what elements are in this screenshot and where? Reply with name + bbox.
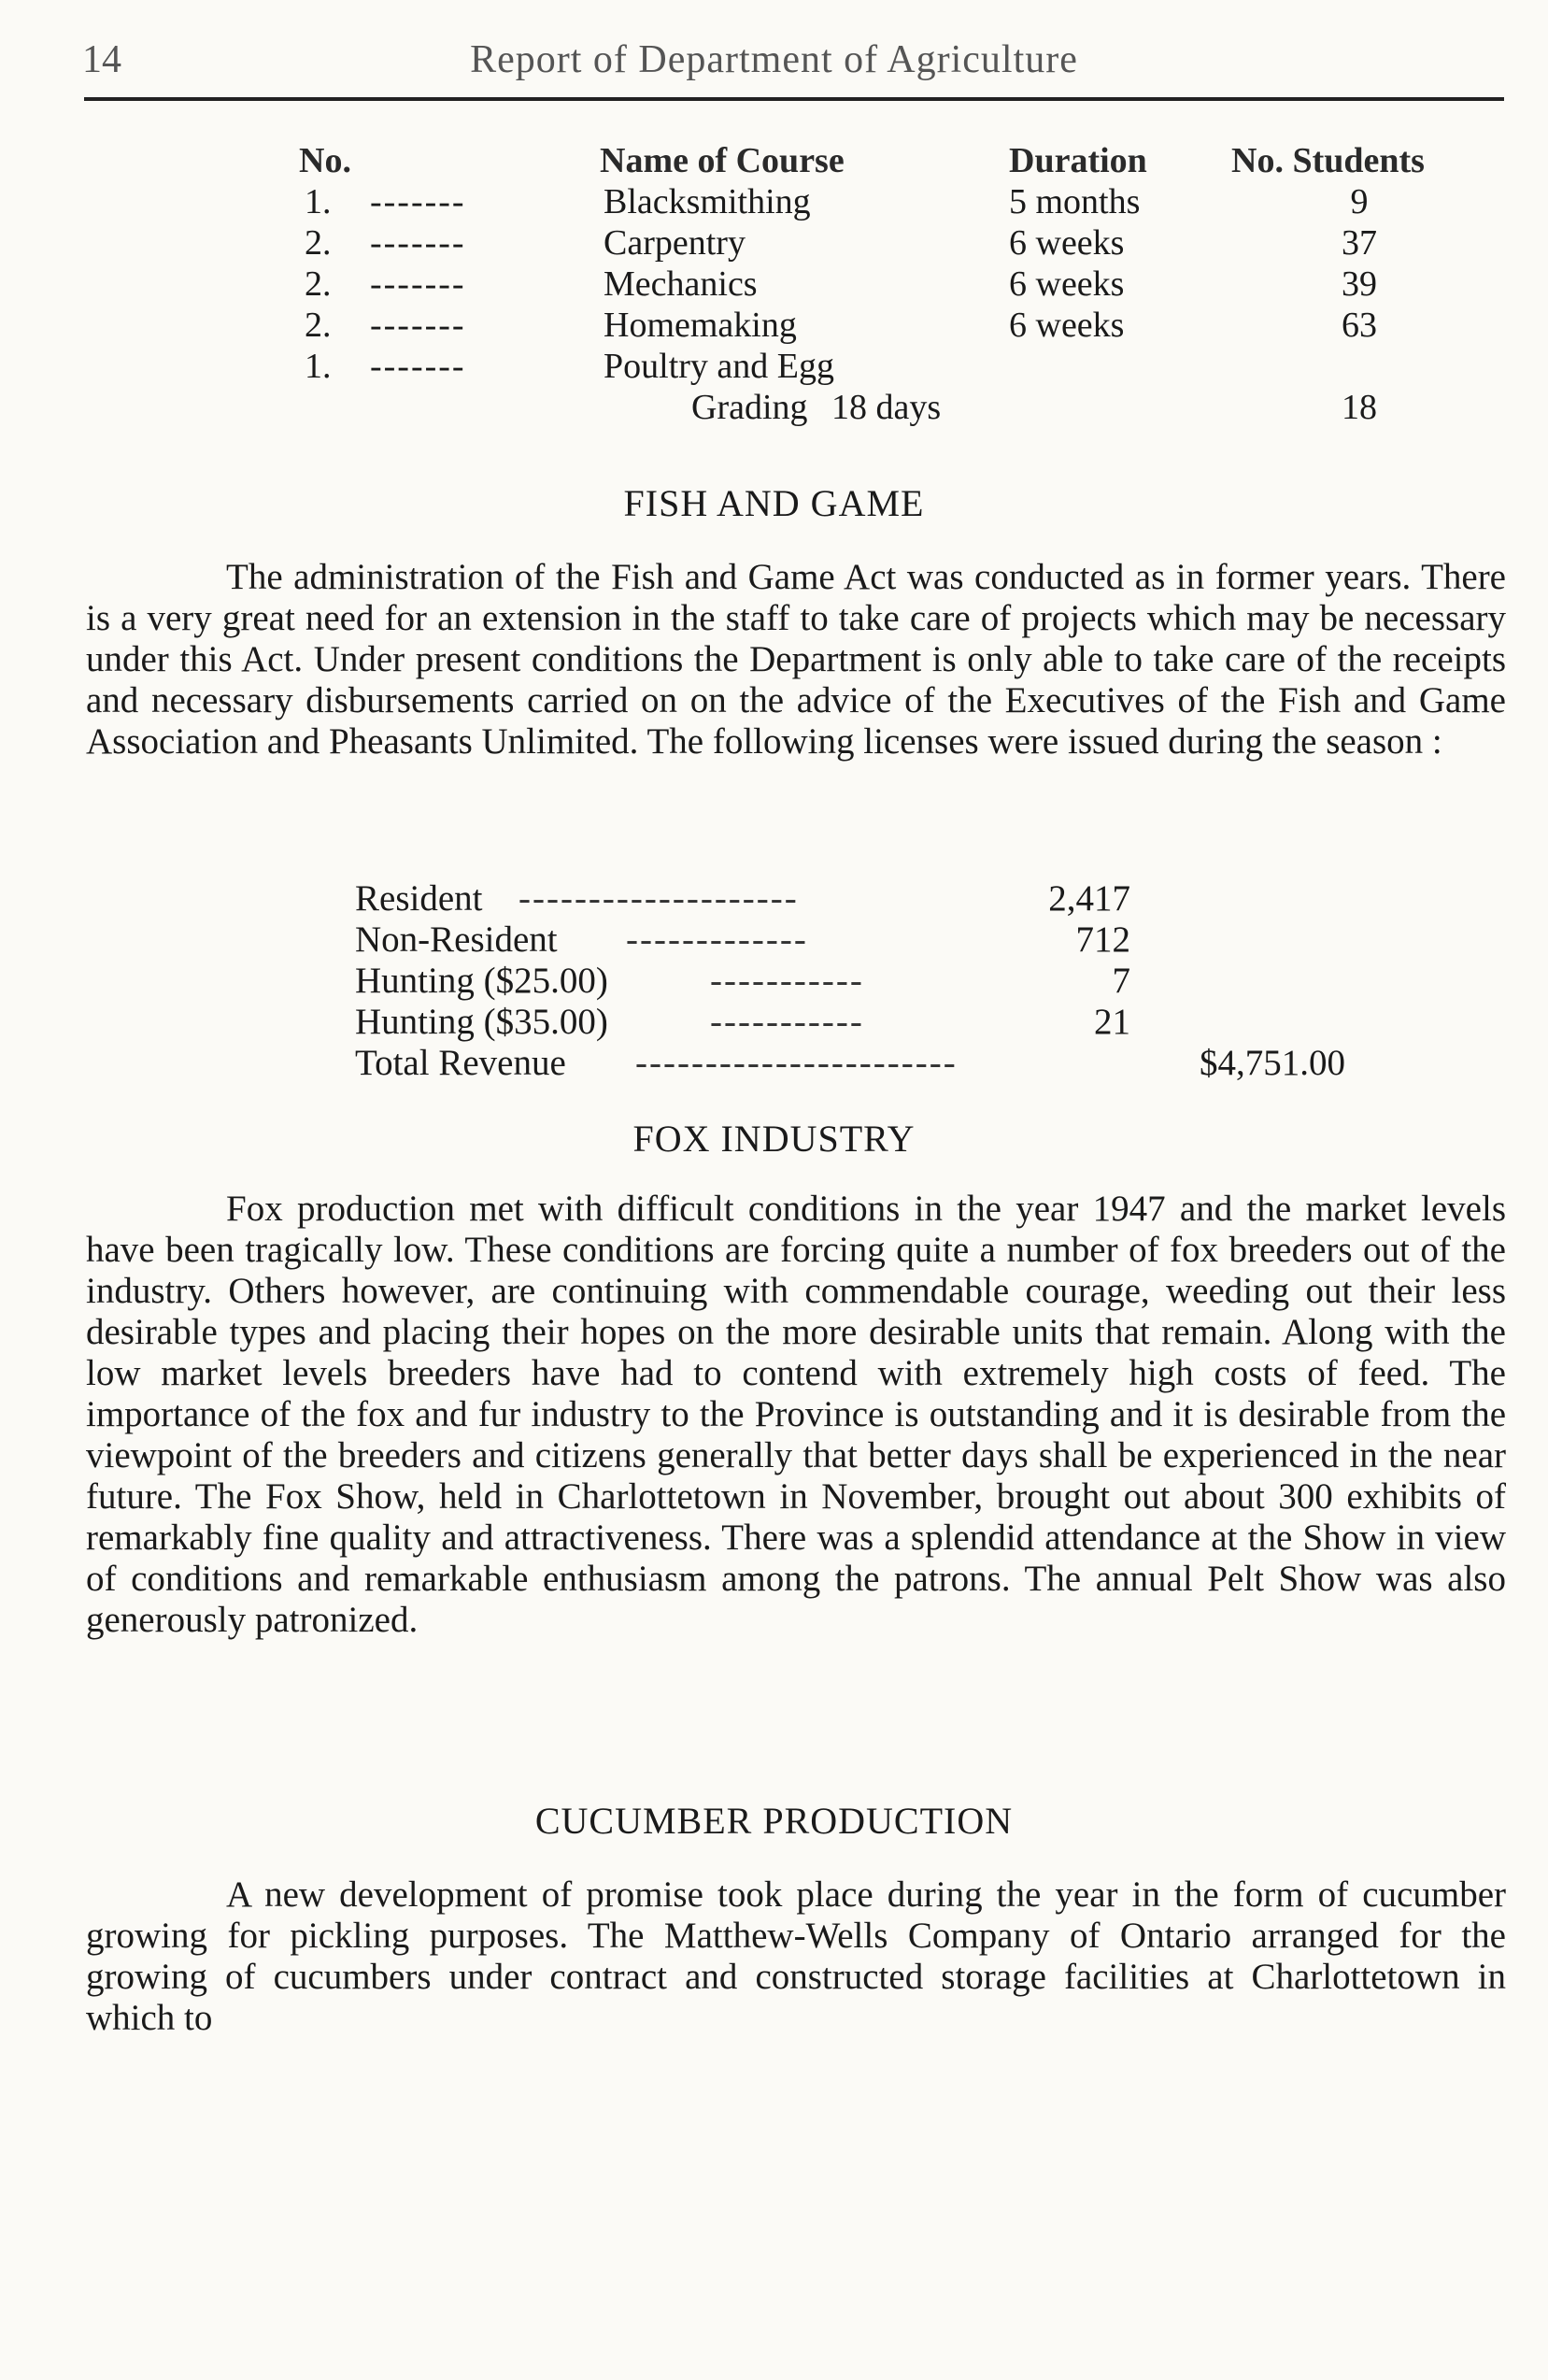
header-course-name: Name of Course [600, 141, 845, 180]
course-name: Blacksmithing [604, 182, 811, 221]
leader-dashes: ----------- [710, 961, 864, 1001]
course-duration: 18 days [831, 388, 942, 427]
total-revenue-label: Total Revenue [355, 1043, 566, 1083]
cucumber-production-paragraph: A new development of promise took place during the year in the form of cucumber growing for pickling purposes. The Matthew-Wells Company of Ontario arranged for the growing of cucumbers under contract and constructed storage facilities at Charlottetown in which to [86, 1874, 1506, 2038]
course-name: Mechanics [604, 264, 758, 304]
course-name: Homemaking [604, 306, 797, 345]
license-label: Non-Resident [355, 919, 558, 960]
table-row [290, 264, 1485, 305]
license-row [355, 1002, 1401, 1043]
course-students: 63 [1342, 306, 1377, 345]
license-label: Hunting ($25.00) [355, 961, 608, 1001]
header-duration: Duration [1009, 141, 1147, 180]
running-header-title: Report of Department of Agriculture [470, 38, 1078, 81]
courses-table-header [290, 140, 1485, 181]
table-row [290, 222, 1485, 264]
license-count: 2,417 [1048, 878, 1130, 919]
course-duration: 6 weeks [1009, 306, 1125, 345]
section-title-fish-and-game: FISH AND GAME [623, 482, 925, 524]
leader-dashes: ----------------------- [635, 1043, 958, 1083]
table-row [290, 346, 1485, 387]
license-row [355, 961, 1401, 1002]
section-title-fox-industry: FOX INDUSTRY [632, 1118, 916, 1160]
fish-and-game-paragraph: The administration of the Fish and Game Act was conducted as in former years. There is a very great need for an extension in the staff to take care of projects which may be necessary under this Act. Under present conditions the Department is only able to take care of the receipts and necessary disbursements carried on on the advice of the Executives of the Fish and Game Association and Pheasants Unlimited. The following licenses were issued during the season : [86, 557, 1506, 762]
page-number: 14 [82, 38, 121, 81]
table-row-continuation [290, 387, 1485, 428]
course-name-continued: Grading [691, 388, 808, 427]
header-rule [84, 97, 1504, 101]
course-name: Carpentry [604, 223, 746, 263]
course-no: 1. [305, 347, 332, 386]
leader-dashes: ----------- [710, 1002, 864, 1042]
course-students: 9 [1350, 182, 1369, 221]
courses-table [290, 140, 1485, 428]
header-students: No. Students [1231, 141, 1425, 180]
license-row [355, 878, 1401, 919]
license-count: 21 [1094, 1002, 1130, 1042]
licenses-list [355, 878, 1401, 1084]
leader-dashes: ------- [370, 223, 466, 263]
header-no: No. [299, 141, 351, 180]
course-no: 2. [305, 306, 332, 345]
course-students: 18 [1342, 388, 1377, 427]
course-duration: 6 weeks [1009, 264, 1125, 304]
course-duration: 6 weeks [1009, 223, 1125, 263]
leader-dashes: ------- [370, 347, 466, 386]
total-revenue-value: $4,751.00 [1200, 1043, 1345, 1083]
license-count: 7 [1112, 961, 1130, 1001]
leader-dashes: ------- [370, 182, 466, 221]
leader-dashes: ------------- [626, 919, 808, 960]
fox-industry-paragraph: Fox production met with difficult conditions in the year 1947 and the market levels have been tragically low. These conditions are forcing quite a number of fox breeders out of the industry. Others however, are continuing with commendable courage, weeding out their less desirable types and placing their hopes on the more desirable units that remain. Along with the low market levels breeders have had to contend with extremely high costs of feed. The importance of the fox and fur industry to the Province is outstanding and it is desirable from the viewpoint of the breeders and citizens generally that better days shall be experienced in the near future. The Fox Show, held in Charlottetown in November, brought out about 300 exhibits of remarkably fine quality and attractiveness. There was a splendid attendance at the Show in view of conditions and remarkable enthusiasm among the patrons. The annual Pelt Show was also generously patronized. [86, 1189, 1506, 1640]
course-duration: 5 months [1009, 182, 1141, 221]
license-label: Hunting ($35.00) [355, 1002, 608, 1042]
license-label: Resident [355, 878, 483, 919]
license-row [355, 919, 1401, 961]
course-no: 2. [305, 264, 332, 304]
license-count: 712 [1075, 919, 1130, 960]
course-no: 2. [305, 223, 332, 263]
table-row [290, 181, 1485, 222]
course-no: 1. [305, 182, 332, 221]
leader-dashes: -------------------- [518, 878, 799, 919]
section-title-cucumber-production: CUCUMBER PRODUCTION [534, 1800, 1014, 1842]
course-name: Poultry and Egg [604, 347, 834, 386]
course-students: 37 [1342, 223, 1377, 263]
leader-dashes: ------- [370, 306, 466, 345]
table-row [290, 305, 1485, 346]
course-students: 39 [1342, 264, 1377, 304]
total-revenue-row [355, 1043, 1401, 1084]
leader-dashes: ------- [370, 264, 466, 304]
